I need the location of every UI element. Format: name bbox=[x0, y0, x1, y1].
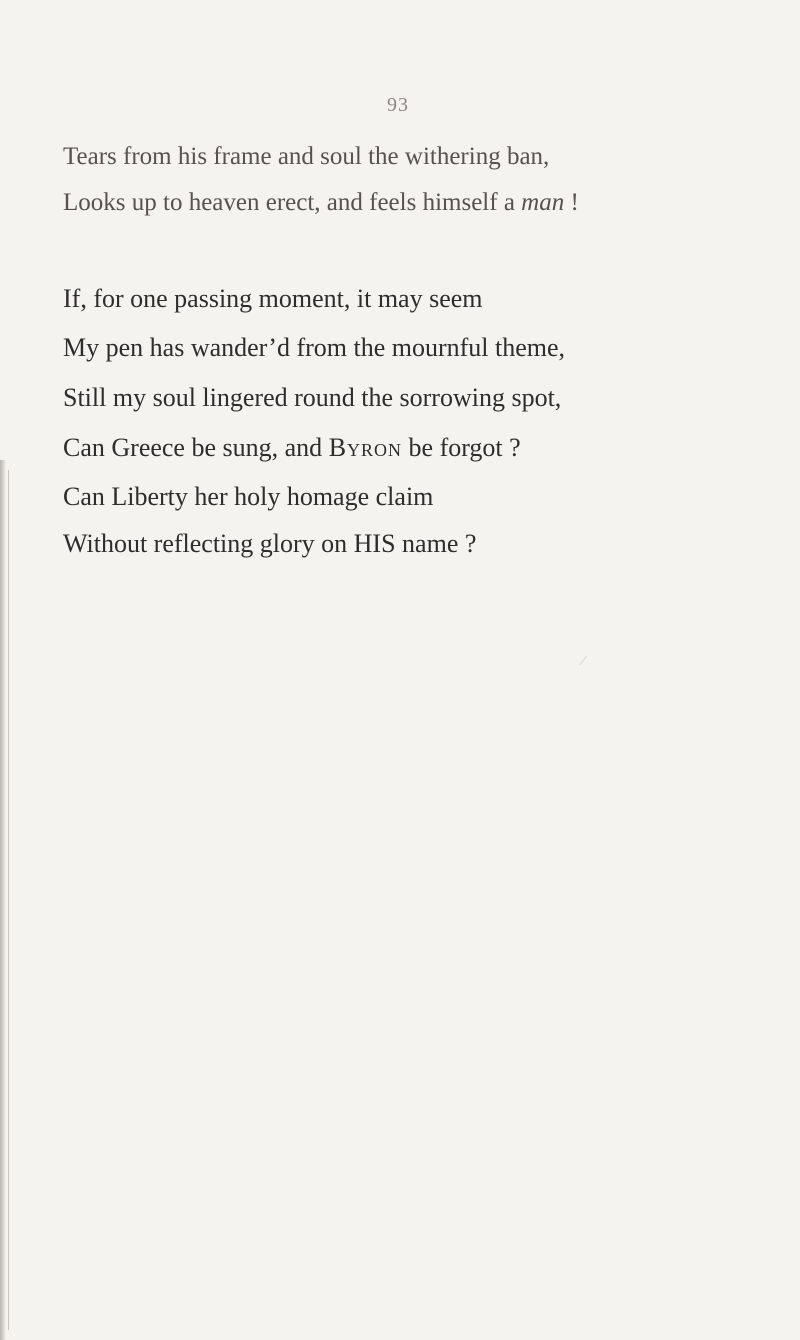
stanza-2-line-1: If, for one passing moment, it may seem bbox=[63, 284, 483, 313]
stanza-2-line-6: Without reflecting glory on HIS name ? bbox=[63, 529, 477, 558]
poet-name: Byron bbox=[328, 433, 403, 462]
stanza-2-line-4 bbox=[63, 433, 521, 463]
stanza-2-line-3: Still my soul lingered round the sorrowing spot, bbox=[63, 383, 562, 412]
stanza-2-line-2: My pen has wander’d from the mournful theme, bbox=[63, 333, 566, 362]
page-number: 93 bbox=[387, 94, 409, 116]
stanza-2-line-5: Can Liberty her holy homage claim bbox=[63, 482, 434, 511]
stanza-1-line-1: Tears from his frame and soul the withering ban, bbox=[63, 143, 550, 170]
line-text-end: be forgot ? bbox=[402, 433, 521, 462]
faint-mark: ⁄ bbox=[582, 654, 585, 669]
page-gutter-line bbox=[8, 470, 9, 1330]
line-punctuation: ! bbox=[564, 189, 579, 216]
stanza-1-line-2 bbox=[63, 189, 579, 217]
page-binding-edge bbox=[0, 460, 6, 1340]
line-text: Can Greece be sung, and bbox=[63, 433, 329, 462]
italic-word: man bbox=[521, 189, 565, 216]
line-text: Looks up to heaven erect, and feels himself a bbox=[63, 189, 522, 216]
